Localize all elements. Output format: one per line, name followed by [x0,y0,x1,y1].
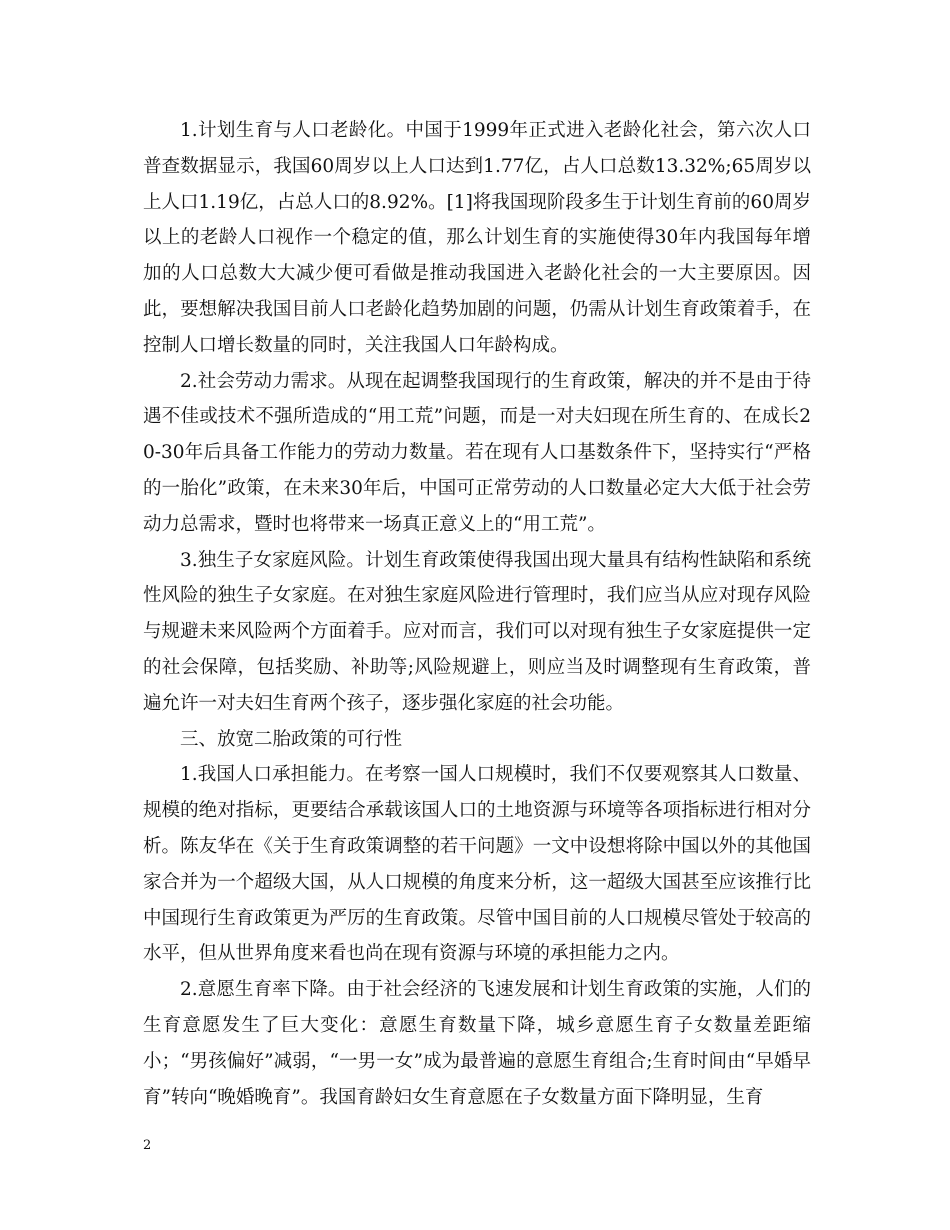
paragraph-population-capacity: 1.我国人口承担能力。在考察一国人口规模时，我们不仅要观察其人口数量、规模的绝对指标，更要结合承载该国人口的土地资源与环境等各项指标进行相对分析。陈友华在《关于生育政策调整的若干问题》一文中设想将除中国以外的其他国家合并为一个超级大国，从人口规模的角度来分析，这一超级大国甚至应该推行比中国现行生育政策更为严厉的生育政策。尽管中国目前的人口规模尽管处于较高的水平，但从世界角度来看也尚在现有资源与环境的承担能力之内。 [143,764,811,965]
paragraph-aging: 1.计划生育与人口老龄化。中国于1999年正式进入老龄化社会，第六次人口普查数据显示，我国60周岁以上人口达到1.77亿，占人口总数13.32%;65周岁以上人口1.19亿，占总人口的8.92%。[1]将我国现阶段多生于计划生育前的60周岁以上的老龄人口视作一个稳定的值，那么计划生育的实施使得30年内我国每年增加的人口总数大大减少便可看做是推动我国进入老龄化社会的一大主要原因。因此，要想解决我国目前人口老龄化趋势加剧的问题，仍需从计划生育政策着手，在控制人口增长数量的同时，关注我国人口年龄构成。 [143,120,811,356]
page-number: 2 [143,1138,152,1153]
paragraph-labor-demand: 2.社会劳动力需求。从现在起调整我国现行的生育政策，解决的并不是由于待遇不佳或技术不强所造成的“用工荒”问题，而是一对夫妇现在所生育的、在成长20-30年后具备工作能力的劳动力数量。若在现有人口基数条件下，坚持实行“严格的一胎化”政策，在未来30年后，中国可正常劳动的人口数量必定大大低于社会劳动力总需求，暨时也将带来一场真正意义上的“用工荒”。 [143,370,811,535]
body-text [143,113,811,1115]
paragraph-fertility-intention: 2.意愿生育率下降。由于社会经济的飞速发展和计划生育政策的实施，人们的生育意愿发生了巨大变化：意愿生育数量下降，城乡意愿生育子女数量差距缩小；“男孩偏好”减弱，“一男一女”成为最普遍的意愿生育组合;生育时间由“早婚早育”转向“晚婚晚育”。我国育龄妇女生育意愿在子女数量方面下降明显，生育 [143,979,811,1108]
section-heading-feasibility: 三、放宽二胎政策的可行性 [180,728,403,750]
paragraph-only-child-risk: 3.独生子女家庭风险。计划生育政策使得我国出现大量具有结构性缺陷和系统性风险的独生子女家庭。在对独生家庭风险进行管理时，我们应当从应对现存风险与规避未来风险两个方面着手。应对而言，我们可以对现有独生子女家庭提供一定的社会保障，包括奖励、补助等;风险规避上，则应当及时调整现有生育政策，普遍允许一对夫妇生育两个孩子，逐步强化家庭的社会功能。 [143,549,811,714]
